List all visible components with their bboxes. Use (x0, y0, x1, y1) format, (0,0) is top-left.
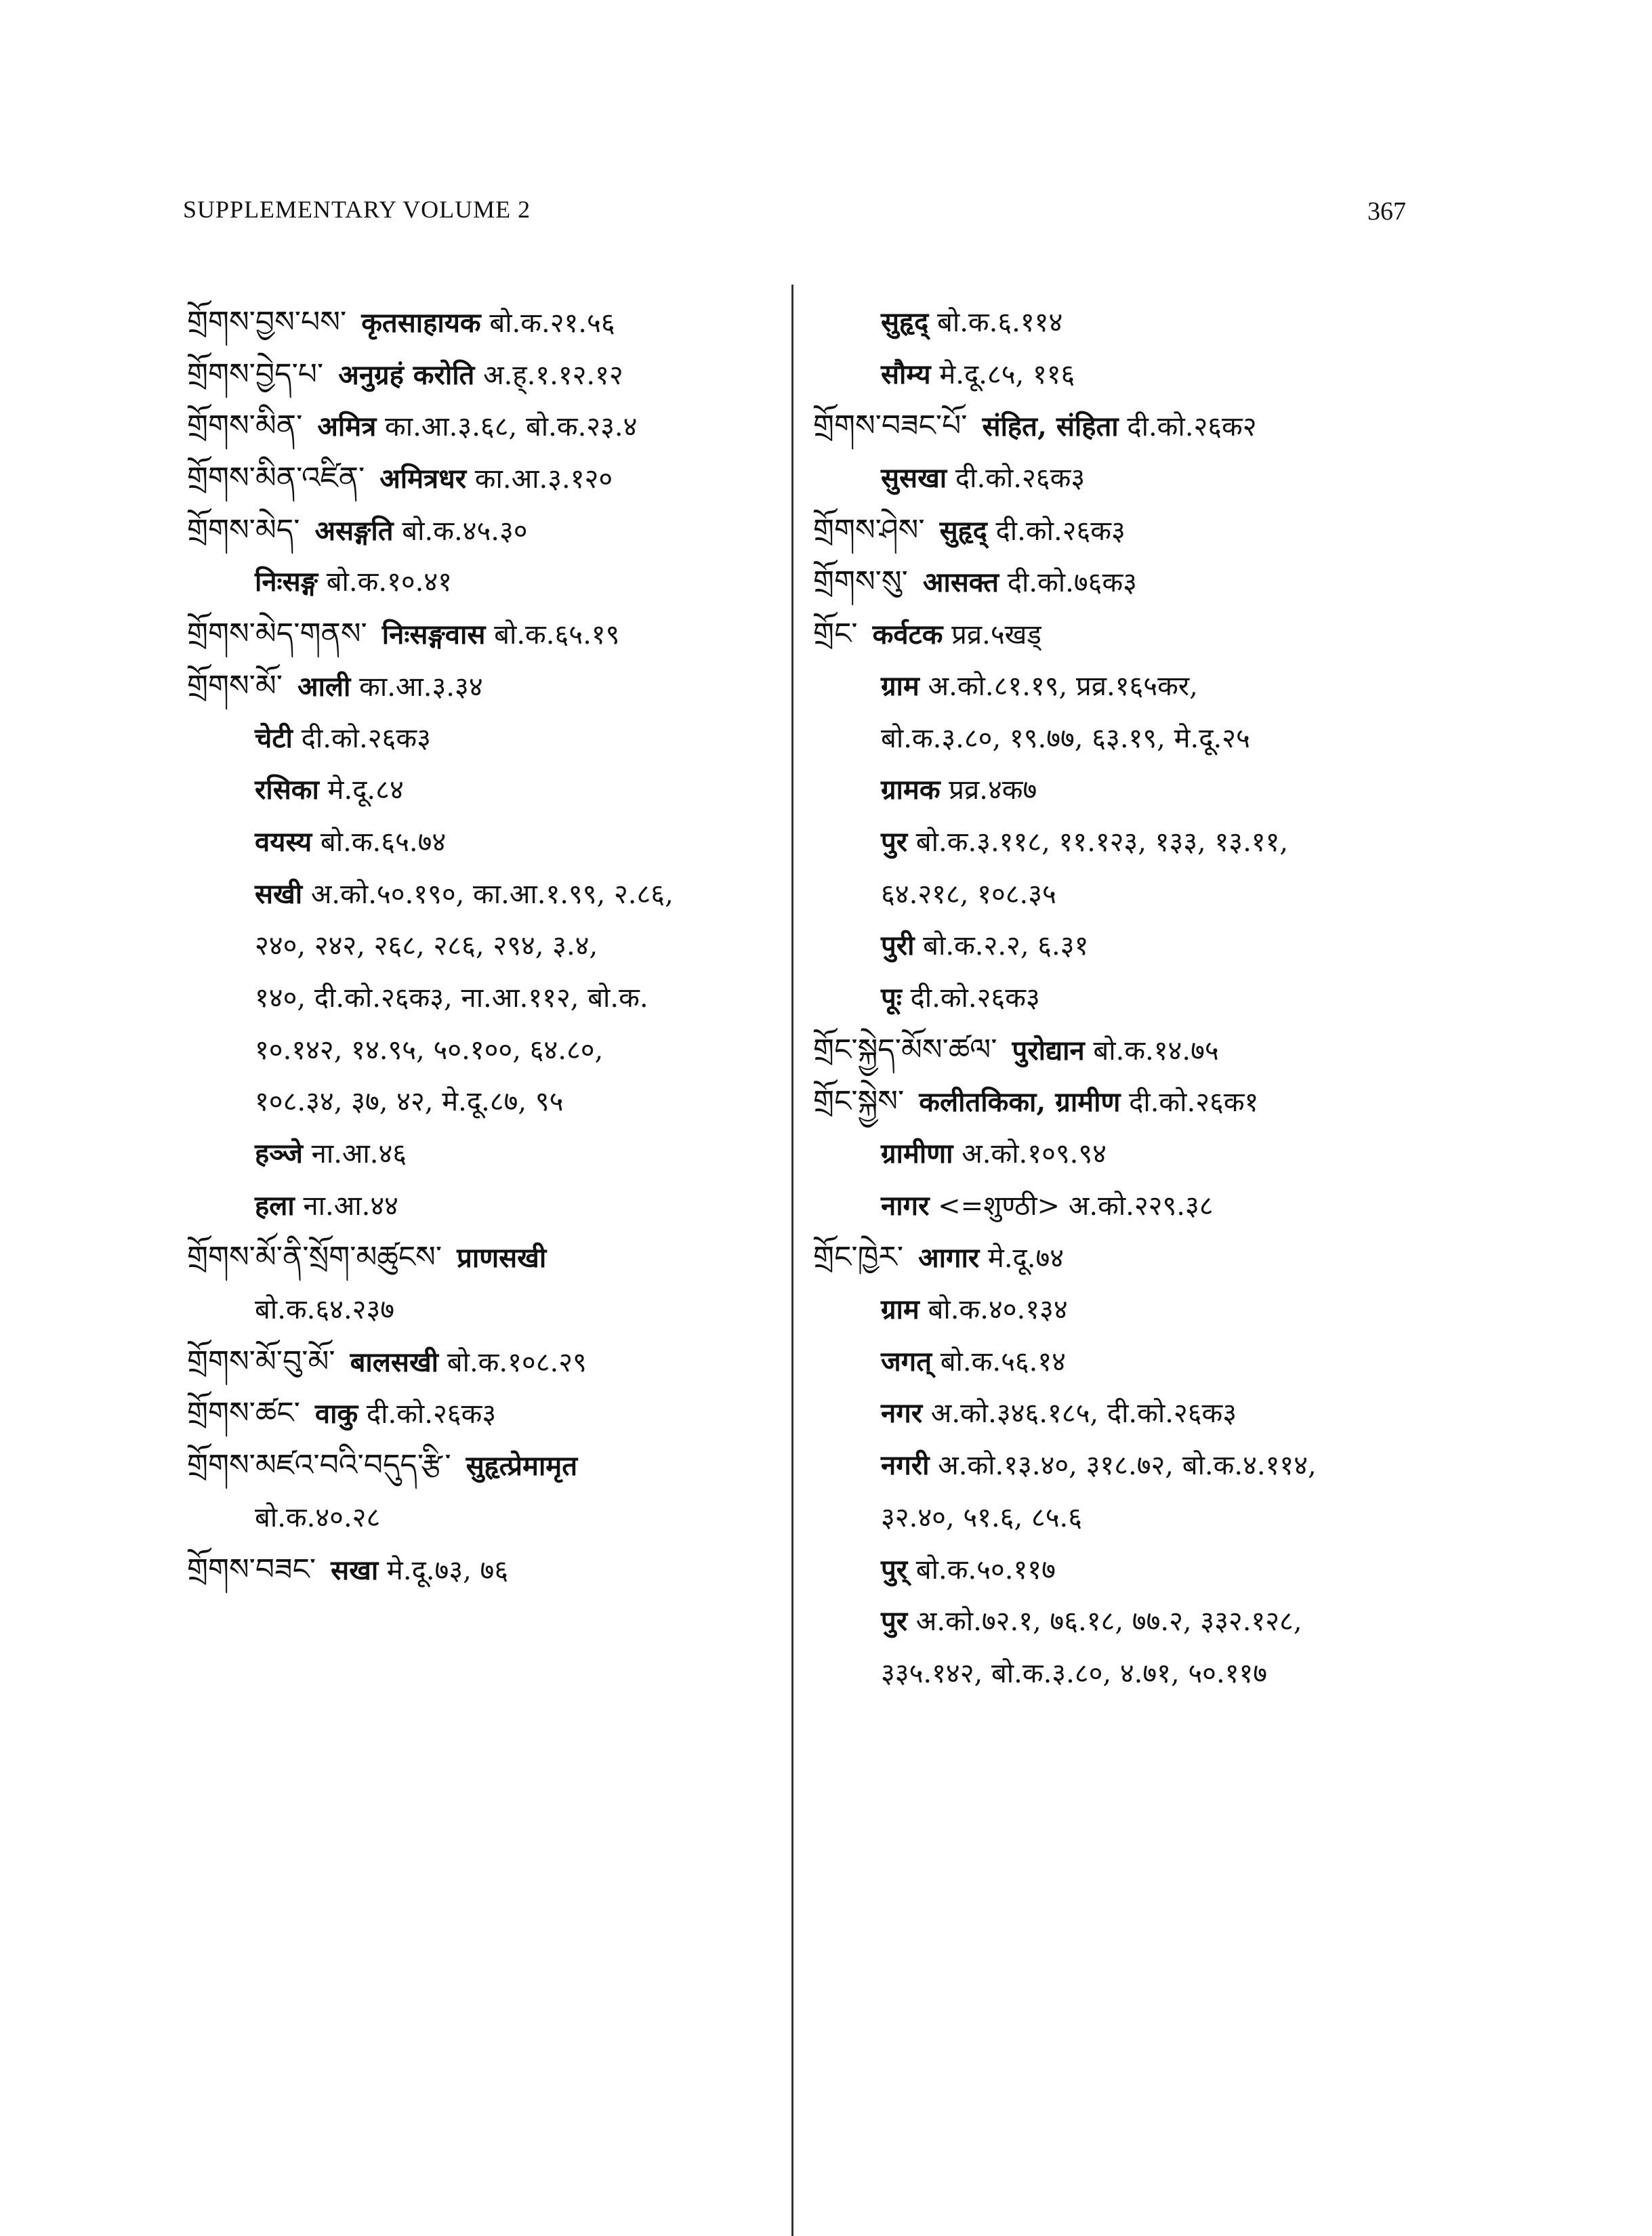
source-reference: १०८.३४, ३७, ४२, मे.दू.८७, ९५ (255, 1086, 564, 1118)
sanskrit-equivalent: पुर् (881, 1553, 908, 1586)
tibetan-headword: གྲོགས་མོ་ (187, 668, 283, 703)
dictionary-continuation-line (813, 1284, 1423, 1336)
sanskrit-equivalent: पुर (881, 825, 908, 858)
source-reference: मे.दू.८४ (318, 774, 404, 806)
dictionary-continuation-line (187, 869, 777, 921)
dictionary-continuation-line (187, 1284, 777, 1336)
sanskrit-equivalent: सखी (255, 877, 303, 910)
tibetan-headword: གྲོགས་མེད་གནས་ (187, 617, 367, 652)
sanskrit-equivalent: अमित्र (317, 411, 377, 443)
dictionary-continuation-line (813, 349, 1423, 401)
dictionary-continuation-line (187, 764, 777, 816)
source-reference: बो.क.१०८.२९ (438, 1346, 587, 1378)
sanskrit-equivalent: पुरोद्यान (1012, 1034, 1085, 1067)
sanskrit-equivalent: निःसङ्गवास (381, 619, 486, 651)
dictionary-continuation-line (813, 1336, 1423, 1388)
source-reference: दी.को.२६क३ (947, 463, 1086, 495)
tibetan-headword: གྲོགས་མོ་ནི་སྲོག་མཚུངས་ (187, 1240, 442, 1275)
sanskrit-equivalent: पुर (881, 1605, 908, 1638)
sanskrit-equivalent: आसक्त (922, 566, 999, 599)
tibetan-headword: གྲོགས་མིན་ (187, 409, 303, 444)
source-reference: बो.क.६५.१९ (485, 619, 620, 651)
source-reference: बो.क.१०.४१ (318, 566, 452, 598)
source-reference: बो.क.१४.७५ (1084, 1035, 1219, 1067)
tibetan-headword: གྲོགས་ཤེས་ (813, 512, 925, 547)
source-reference: बो.क.६५.७४ (312, 826, 447, 858)
left-column (187, 297, 777, 1596)
dictionary-continuation-line (187, 556, 777, 608)
dictionary-continuation-line (813, 713, 1423, 765)
sanskrit-equivalent: पूः (881, 981, 902, 1014)
dictionary-continuation-line (187, 920, 777, 972)
source-reference: बो.क.३.११८, ११.१२३, १३३, १३.११, (907, 826, 1289, 858)
dictionary-headword-line (813, 608, 1423, 661)
dictionary-headword-line (187, 1440, 777, 1492)
dictionary-headword-line (813, 556, 1423, 608)
source-reference: अ.को.७२.१, ७६.१८, ७७.२, ३३२.१२८, (907, 1606, 1302, 1638)
sanskrit-equivalent: ग्राम (881, 669, 920, 702)
dictionary-headword-line (187, 661, 777, 713)
dictionary-continuation-line (813, 297, 1423, 349)
tibetan-headword: གྲོགས་བཟང་ (187, 1552, 316, 1587)
sanskrit-equivalent: सखा (331, 1554, 379, 1586)
sanskrit-equivalent: वयस्य (255, 825, 312, 858)
dictionary-continuation-line (813, 1596, 1423, 1648)
sanskrit-equivalent: जगत् (881, 1345, 932, 1378)
source-reference: का.आ.३.१२० (466, 463, 613, 495)
source-reference: प्रव्र.४क७ (940, 774, 1037, 806)
sanskrit-equivalent: हला (255, 1189, 295, 1222)
source-reference: १०.१४२, १४.९५, ५०.१००, ६४.८०, (255, 1034, 604, 1066)
dictionary-continuation-line (813, 869, 1423, 921)
dictionary-headword-line (187, 297, 777, 349)
source-reference: बो.क.३.८०, १९.७७, ६३.१९, मे.दू.२५ (881, 722, 1250, 754)
dictionary-continuation-line (813, 1648, 1423, 1700)
dictionary-headword-line (187, 453, 777, 505)
tibetan-headword: གྲོང་སྐྱེས་ (813, 1084, 905, 1119)
sanskrit-equivalent: ग्रामक (881, 774, 941, 806)
dictionary-headword-line (187, 1232, 777, 1284)
sanskrit-equivalent: रसिका (255, 774, 319, 806)
sanskrit-equivalent: अनुग्रहं करोति (338, 358, 475, 391)
dictionary-headword-line (813, 1024, 1423, 1077)
source-reference: का.आ.३.३४ (350, 671, 483, 703)
sanskrit-equivalent: नागर (881, 1189, 930, 1222)
dictionary-headword-line (187, 1544, 777, 1596)
source-reference: बो.क.६४.२३७ (255, 1294, 395, 1326)
dictionary-headword-line (187, 400, 777, 453)
source-reference: दी.को.२६क३ (292, 722, 431, 754)
dictionary-headword-line (187, 1388, 777, 1440)
source-reference: अ.ह्.१.१२.१२ (474, 359, 623, 391)
source-reference: ६४.२१८, १०८.३५ (881, 878, 1056, 910)
sanskrit-equivalent: असङ्गति (314, 514, 394, 547)
source-reference: मे.दू.७३, ७६ (378, 1554, 509, 1586)
sanskrit-equivalent: चेटी (255, 722, 293, 754)
dictionary-continuation-line (813, 972, 1423, 1024)
source-reference: ना.आ.४६ (302, 1138, 407, 1169)
dictionary-continuation-line (813, 661, 1423, 713)
dictionary-headword-line (813, 1076, 1423, 1128)
source-reference: मे.दू.८५, ११६ (930, 358, 1075, 390)
dictionary-continuation-line (813, 1492, 1423, 1544)
source-reference: अ.को.१३.४०, ३१८.७२, बो.क.४.११४, (929, 1450, 1317, 1482)
source-reference: २४०, २४२, २६८, २८६, २९४, ३.४, (255, 930, 598, 962)
dictionary-continuation-line (187, 1024, 777, 1077)
source-reference: बो.क.६.११४ (928, 307, 1063, 338)
sanskrit-equivalent: हञ्जे (255, 1138, 303, 1169)
source-reference: <=शुण्ठी> अ.को.२२९.३८ (929, 1190, 1214, 1222)
source-reference: दी.को.२६क३ (358, 1399, 497, 1430)
tibetan-headword: གྲོགས་མཛའ་བའི་བདུད་རྩི་ (187, 1448, 451, 1483)
sanskrit-equivalent: प्राणसखी (457, 1242, 547, 1275)
source-reference: दी.को.२६क३ (987, 515, 1126, 547)
sanskrit-equivalent: सुहृत्प्रेमामृत (466, 1450, 578, 1483)
dictionary-continuation-line (813, 764, 1423, 816)
source-reference: बो.क.५६.१४ (932, 1346, 1066, 1378)
source-reference: अ.को.३४६.१८५, दी.को.२६क३ (922, 1398, 1237, 1430)
dictionary-headword-line (813, 1232, 1423, 1284)
sanskrit-equivalent: कर्वटक (872, 619, 943, 651)
sanskrit-equivalent: ग्रामीणा (881, 1138, 953, 1169)
sanskrit-equivalent: संहित, संहिता (982, 411, 1119, 443)
sanskrit-equivalent: वाकु (314, 1398, 358, 1430)
tibetan-headword: གྲོགས་སུ་ (813, 564, 908, 600)
running-header: SUPPLEMENTARY VOLUME 2 (183, 196, 531, 223)
dictionary-headword-line (813, 400, 1423, 453)
sanskrit-equivalent: बालसखी (350, 1346, 439, 1378)
dictionary-headword-line (187, 505, 777, 557)
source-reference: अ.को.८१.१९, प्रव्र.१६५कर, (919, 670, 1198, 702)
tibetan-headword: གྲོང་ཁྱེར་ (813, 1240, 904, 1275)
source-reference: ३३५.१४२, बो.क.३.८०, ४.७१, ५०.११७ (881, 1657, 1268, 1689)
dictionary-continuation-line (187, 713, 777, 765)
tibetan-headword: གྲོང་སྐྱེད་མོས་ཚལ་ (813, 1032, 997, 1067)
tibetan-headword: གྲོགས་མེད་ (187, 512, 300, 547)
dictionary-continuation-line (813, 920, 1423, 972)
source-reference: दी.को.२६क३ (901, 982, 1040, 1014)
dictionary-continuation-line (187, 1492, 777, 1544)
right-column (813, 297, 1423, 1700)
column-divider (791, 285, 793, 2236)
sanskrit-equivalent: आली (297, 670, 351, 703)
dictionary-continuation-line (187, 816, 777, 869)
sanskrit-equivalent: निःसङ्ग (255, 566, 318, 598)
source-reference: बो.क.४०.१३४ (919, 1294, 1068, 1326)
sanskrit-equivalent: ग्राम (881, 1293, 920, 1326)
dictionary-continuation-line (187, 1180, 777, 1233)
sanskrit-equivalent: सुहृद् (881, 306, 929, 338)
dictionary-headword-line (813, 505, 1423, 557)
sanskrit-equivalent: नगरी (881, 1449, 930, 1482)
sanskrit-equivalent: सुहृद् (939, 514, 987, 547)
source-reference: अ.को.१०९.९४ (953, 1138, 1107, 1169)
dictionary-continuation-line (187, 972, 777, 1024)
sanskrit-equivalent: पुरी (881, 930, 915, 962)
tibetan-headword: གྲོགས་མིན་འཛིན་ (187, 461, 365, 496)
dictionary-continuation-line (187, 1128, 777, 1180)
dictionary-continuation-line (813, 1440, 1423, 1492)
source-reference: बो.क.४०.२८ (255, 1502, 381, 1533)
source-reference: ना.आ.४४ (294, 1190, 398, 1222)
source-reference: १४०, दी.को.२६क३, ना.आ.११२, बो.क. (255, 982, 648, 1014)
source-reference: दी.को.७६क३ (999, 567, 1137, 599)
source-reference: का.आ.३.६८, बो.क.२३.४ (376, 411, 638, 443)
sanskrit-equivalent: आगार (918, 1242, 980, 1275)
dictionary-headword-line (187, 349, 777, 401)
dictionary-continuation-line (813, 1128, 1423, 1180)
tibetan-headword: གྲོགས་བྱས་པས་ (187, 305, 347, 339)
dictionary-continuation-line (813, 1544, 1423, 1596)
tibetan-headword: གྲོགས་མོ་བུ་མོ་ (187, 1344, 335, 1379)
sanskrit-equivalent: सुसखा (881, 462, 947, 495)
source-reference: बो.क.२१.५६ (480, 308, 615, 339)
source-reference: ३२.४०, ५१.६, ८५.६ (881, 1502, 1083, 1533)
source-reference: मे.दू.७४ (979, 1243, 1065, 1275)
source-reference: प्रव्र.५खड् (943, 619, 1041, 651)
source-reference: बो.क.२.२, ६.३१ (914, 930, 1089, 962)
page-number: 367 (1367, 197, 1406, 226)
source-reference: अ.को.५०.१९०, का.आ.१.९९, २.८६, (302, 878, 674, 910)
dictionary-continuation-line (187, 1076, 777, 1128)
source-reference: दी.को.२६क१ (1120, 1087, 1259, 1119)
tibetan-headword: གྲོགས་བཟང་པོ་ (813, 409, 968, 444)
tibetan-headword: གྲོགས་ཚང་ (187, 1396, 300, 1431)
source-reference: बो.क.४५.३० (393, 515, 528, 547)
dictionary-continuation-line (813, 1388, 1423, 1440)
source-reference: बो.क.५०.११७ (907, 1554, 1056, 1586)
sanskrit-equivalent: कलीतकिका, ग्रामीण (919, 1086, 1121, 1119)
dictionary-headword-line (187, 608, 777, 661)
dictionary-continuation-line (813, 453, 1423, 505)
sanskrit-equivalent: नगर (881, 1397, 923, 1430)
source-reference: दी.को.२६क२ (1118, 411, 1257, 443)
sanskrit-equivalent: कृतसाहायक (361, 307, 481, 339)
dictionary-continuation-line (813, 1180, 1423, 1233)
dictionary-continuation-line (813, 816, 1423, 869)
sanskrit-equivalent: अमित्रधर (379, 463, 467, 495)
tibetan-headword: གྲོགས་བྱེད་པ་ (187, 356, 324, 392)
tibetan-headword: གྲོང་ (813, 617, 858, 652)
sanskrit-equivalent: सौम्य (881, 358, 931, 390)
dictionary-headword-line (187, 1336, 777, 1388)
